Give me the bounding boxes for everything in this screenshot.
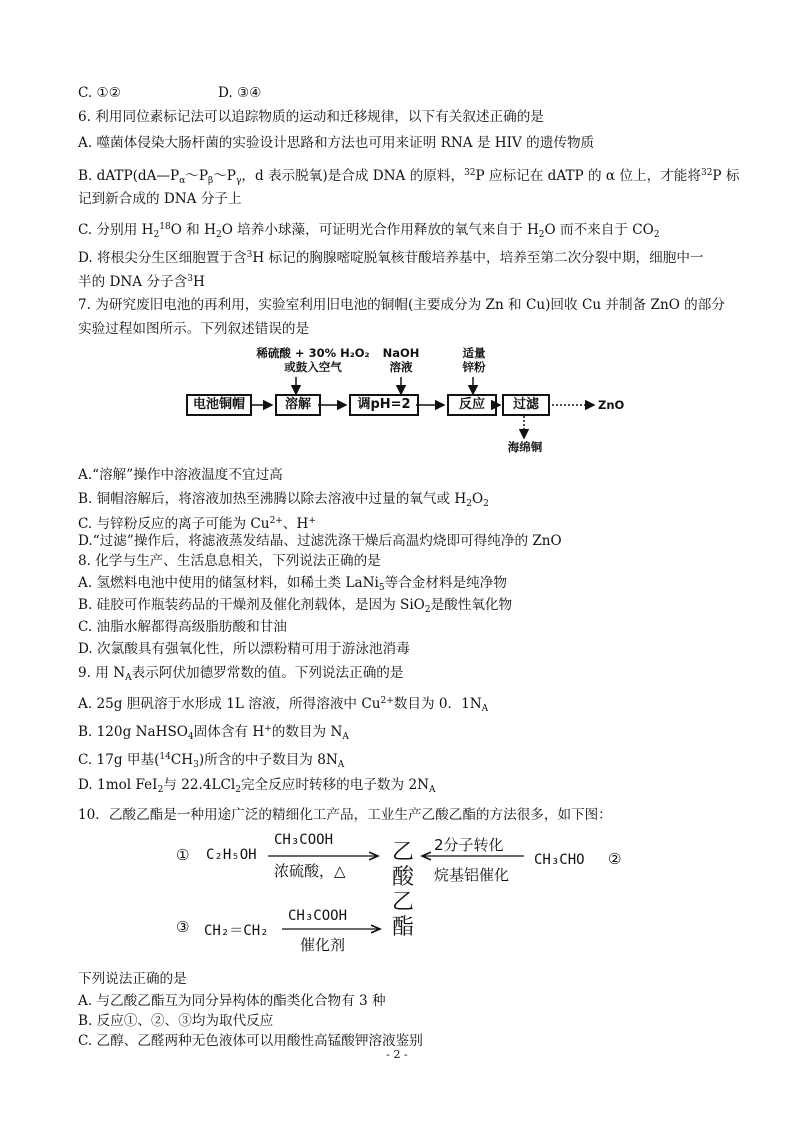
flow-box-react: 反应 xyxy=(447,394,497,416)
q6-stem: 6. 利用同位素标记法可以追踪物质的运动和迁移规律，以下有关叙述正确的是 xyxy=(78,109,544,125)
q10-stem: 10．乙酸乙酯是一种用途广泛的精细化工产品，工业生产乙酸乙酯的方法很多，如下图： xyxy=(78,807,612,823)
q6-option-c: C. 分别用 $H_2^{18}O$ 和 $H_2O$ 培养小球藻，可证明光合作用释放的氧气来自于 $H_2O$ 而不来自于 $CO_2$ xyxy=(78,222,660,240)
q7-option-d: D.“过滤”操作后，将滤液蒸发结晶、过滤洗涤干燥后高温灼烧即可得纯净的 ZnO xyxy=(78,533,562,549)
flow-input-zinc: 适量 锌粉 xyxy=(462,346,486,374)
reaction3-reactant: CH₂＝CH₂ xyxy=(204,923,269,939)
q9-stem: 9. 用 $N_A$表示阿伏加德罗常数的值。下列说法正确的是 xyxy=(78,665,404,683)
q10-option-a: A. 与乙酸乙酯互为同分异构体的酯类化合物有 3 种 xyxy=(78,993,386,1009)
reaction1-reactant: C₂H₅OH xyxy=(206,847,257,863)
flow-box-filter: 过滤 xyxy=(502,394,550,416)
page-number: - 2 - xyxy=(386,1048,408,1061)
q10-option-c: C. 乙醇、乙醛两种无色液体可以用酸性高锰酸钾溶液鉴别 xyxy=(78,1033,423,1049)
reaction3-condition: 催化剂 xyxy=(300,936,346,954)
reaction1-number: ① xyxy=(176,846,190,864)
q7-stem-line1: 7. 为研究废旧电池的再利用，实验室利用旧电池的铜帽(主要成分为 Zn 和 Cu)回收 Cu 并制备 ZnO 的部分 xyxy=(78,297,725,313)
reaction2-condition-top: 2分子转化 xyxy=(434,836,504,854)
flow-end-zno: ZnO xyxy=(598,398,625,412)
reaction3-number: ③ xyxy=(176,918,190,936)
product-char-2: 酸 xyxy=(392,865,415,890)
reaction2-reactant: CH₃CHO xyxy=(534,852,585,868)
q8-option-a: A. 氢燃料电池中使用的储氢材料，如稀土类 LaNi$_5$等合金材料是纯净物 xyxy=(78,575,507,593)
q6-option-d-line2: 半的 DNA 分子含$^3$H xyxy=(78,274,205,290)
flow-input-naoh: NaOH 溶液 xyxy=(382,346,420,374)
q7-option-a: A.“溶解”操作中溶液温度不宜过高 xyxy=(78,467,283,483)
reaction3-reagent: CH₃COOH xyxy=(288,908,348,924)
q8-option-c: C. 油脂水解都得高级脂肪酸和甘油 xyxy=(78,619,287,635)
q6-option-a: A. 噬菌体侵染大肠杆菌的实验设计思路和方法也可用来证明 RNA 是 HIV 的遗传物质 xyxy=(78,135,595,151)
q7-option-b: B. 铜帽溶解后，将溶液加热至沸腾以除去溶液中过量的氧气或 $H_2O_2$ xyxy=(78,491,489,509)
q9-option-b: B. 120g NaHSO$_4$固体含有 H+的数目为 $N_A$ xyxy=(78,724,349,742)
reaction2-number: ② xyxy=(608,850,622,868)
q6-option-b-line2: 记到新合成的 DNA 分子上 xyxy=(78,191,242,207)
q8-option-d: D. 次氯酸具有强氧化性，所以漂粉精可用于游泳池消毒 xyxy=(78,641,410,657)
q8-option-b: B. 硅胶可作瓶装药品的干燥剂及催化剂载体，是因为 SiO$_2$是酸性氧化物 xyxy=(78,597,513,615)
q9-option-d: D. 1mol FeI$_2$与 22.4LCl$_2$完全反应时转移的电子数为 $2N_A$ xyxy=(78,777,436,795)
q5-option-d: D. ③④ xyxy=(218,85,262,101)
q7-option-c: C. 与锌粉反应的离子可能为 $Cu^{2+}$、H+ xyxy=(78,516,316,532)
q9-option-a: A. 25g 胆矾溶于水形成 1L 溶液，所得溶液中 $Cu^{2+}$数目为 0．$1N_A$ xyxy=(78,696,489,714)
q6-option-d-line1: D. 将根尖分生区细胞置于含$^3$H 标记的胸腺嘧啶脱氧核苷酸培养基中，培养至第二次分裂中期，细胞中一 xyxy=(78,250,704,266)
q8-stem: 8. 化学与生产、生活息息相关，下列说法正确的是 xyxy=(78,553,381,569)
flow-output-sponge-copper: 海绵铜 xyxy=(507,440,543,454)
product-char-3: 乙 xyxy=(392,890,415,915)
flow-input-acid: 稀硫酸 + 30% H₂O₂ 或鼓入空气 xyxy=(256,346,370,374)
reaction2-condition-bottom: 烷基铝催化 xyxy=(434,866,510,884)
product-char-1: 乙 xyxy=(392,840,415,865)
product-char-4: 酯 xyxy=(392,915,415,940)
q9-option-c: C. 17g 甲基$(^{14}CH_3)$所含的中子数目为 $8N_A$ xyxy=(78,752,345,770)
flow-box-dissolve: 溶解 xyxy=(275,394,321,416)
q10-option-b: B. 反应①、②、③均为取代反应 xyxy=(78,1013,274,1029)
reaction1-reagent: CH₃COOH xyxy=(274,832,334,848)
flow-box-battery-cap: 电池铜帽 xyxy=(186,394,252,416)
flow-box-adjust-ph: 调pH=2 xyxy=(349,394,419,416)
q5-option-c: C. ①② xyxy=(78,85,121,101)
reaction1-condition: 浓硫酸，△ xyxy=(274,862,346,880)
q6-option-b-line1: B. $dATP(dA—P_\alpha\sim P_\beta\sim P_\gamma$，d 表示脱氧)是合成 DNA 的原料，$^{32}$P 应标记在 dATP 的 α 位上，才能将$^{32}$P 标 xyxy=(78,168,740,186)
q7-stem-line2: 实验过程如图所示。下列叙述错误的是 xyxy=(78,321,310,337)
q10-ask: 下列说法正确的是 xyxy=(78,971,187,987)
